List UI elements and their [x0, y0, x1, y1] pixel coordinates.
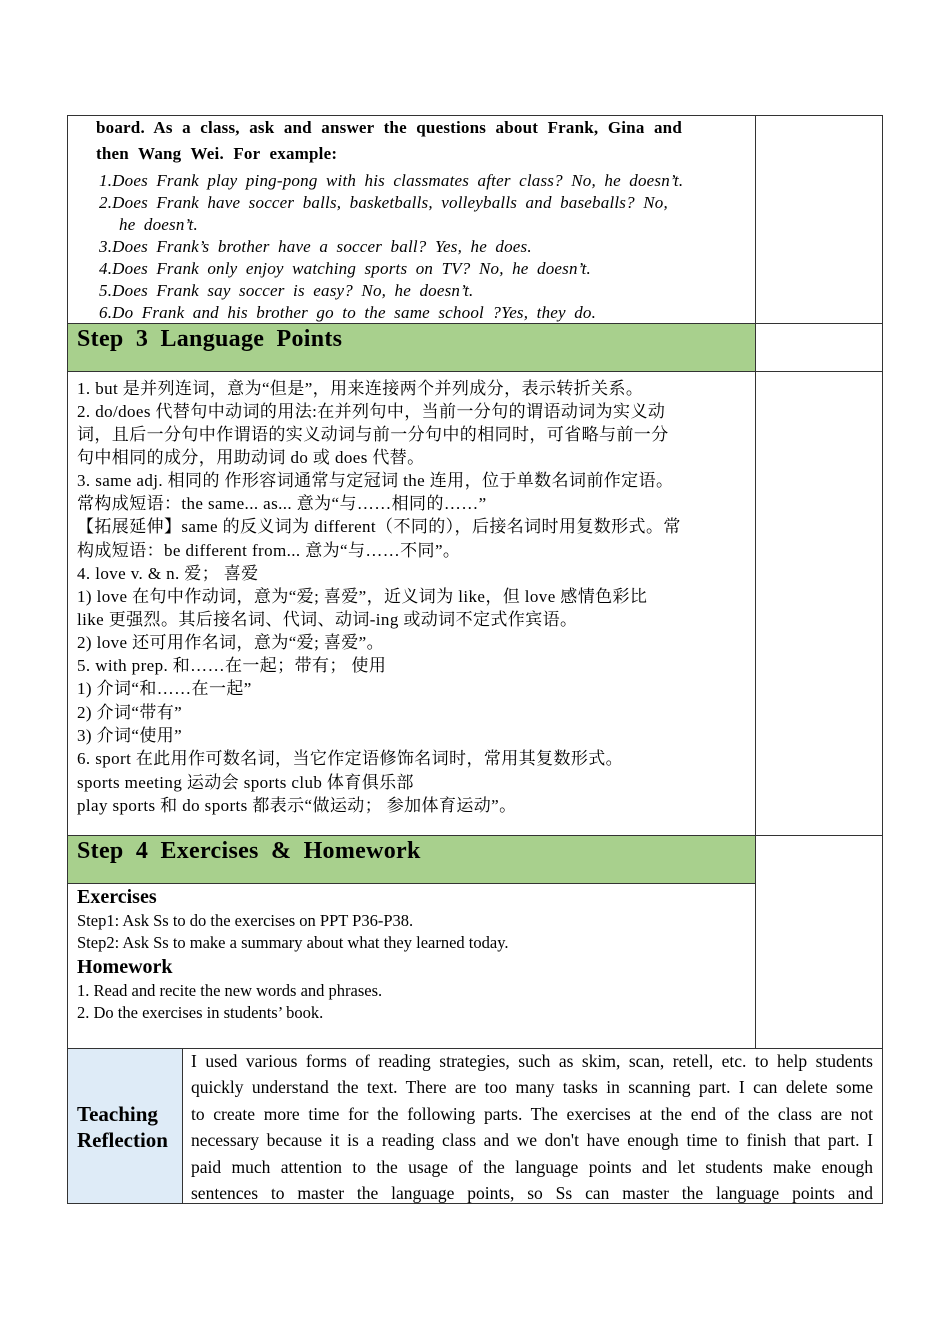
reflection-line: paid much attention to the usage of the language points and let students make enough [191, 1156, 873, 1177]
reflection-line: sentences to master the language points, so Ss can master the language points and [191, 1183, 873, 1204]
reflection-line: quickly understand the text. There are too many tasks in scanning part. I can delete some [191, 1077, 873, 1098]
lp-line: like 更强烈。其后接名词、代词、动词-ing 或动词不定式作宾语。 [77, 610, 578, 629]
table-border [67, 323, 883, 324]
lp-line: play sports 和 do sports 都表示“做运动； 参加体育运动”。 [77, 796, 517, 815]
exercise-line: Step2: Ask Ss to make a summary about what they learned today. [77, 933, 509, 952]
question-line: 6.Do Frank and his brother go to the same school ?Yes, they do. [99, 303, 597, 322]
homework-line: 1. Read and recite the new words and phrases. [77, 981, 383, 1000]
reflection-line: necessary because it is a reading class and we don't have enough time to finish that part. I [191, 1130, 873, 1151]
lp-line: 【拓展延伸】same 的反义词为 different（不同的），后接名词时用复数形式。常 [77, 517, 681, 536]
table-border [67, 835, 883, 836]
lp-line: 常构成短语：the same... as... 意为“与……相同的……” [77, 494, 487, 513]
lp-line: 6. sport 在此用作可数名词，当它作定语修饰名词时，常用其复数形式。 [77, 749, 624, 768]
lp-line: 句中相同的成分，用助动词 do 或 does 代替。 [77, 448, 425, 467]
lp-line: 构成短语：be different from... 意为“与……不同”。 [77, 541, 461, 560]
lp-line: 3) 介词“使用” [77, 726, 183, 745]
question-line: 2.Does Frank have soccer balls, basketballs, volleyballs and baseballs? No, [99, 193, 668, 212]
table-border [755, 115, 756, 1049]
reflection-line: I used various forms of reading strategies, such as skim, scan, retell, etc. to help students [191, 1051, 873, 1071]
question-line: 4.Does Frank only enjoy watching sports on TV? No, he doesn’t. [99, 259, 592, 278]
lp-line: 4. love v. & n. 爱； 喜爱 [77, 564, 259, 583]
step4-title: Step 4 Exercises & Homework [77, 838, 421, 864]
exercises-heading: Exercises [77, 886, 157, 908]
homework-line: 2. Do the exercises in students’ book. [77, 1003, 324, 1022]
intro-line: board. As a class, ask and answer the questions about Frank, Gina and [96, 118, 682, 137]
lp-line: 1) love 在句中作动词，意为“爱; 喜爱”，近义词为 like，但 love 感情色彩比 [77, 587, 648, 606]
question-line: 1.Does Frank play ping-pong with his classmates after class? No, he doesn’t. [99, 171, 684, 190]
table-border [67, 115, 68, 1204]
lp-line: 词，且后一分句中作谓语的实义动词与前一分句中的相同时，可省略与前一分 [77, 425, 669, 444]
table-border [67, 883, 755, 884]
lp-line: 1) 介词“和……在一起” [77, 679, 252, 698]
table-border [67, 115, 883, 116]
lp-line: 2) love 还可用作名词，意为“爱; 喜爱”。 [77, 633, 384, 652]
table-border [182, 1048, 183, 1204]
lp-line: 2. do/does 代替句中动词的用法:在并列句中，当前一分句的谓语动词为实义动 [77, 402, 666, 421]
question-line: 5.Does Frank say soccer is easy? No, he doesn’t. [99, 281, 474, 300]
exercise-line: Step1: Ask Ss to do the exercises on PPT P36-P38. [77, 911, 414, 930]
table-border [882, 115, 883, 1204]
lp-line: 3. same adj. 相同的 作形容词通常与定冠词 the 连用，位于单数名词前作定语。 [77, 471, 674, 490]
step3-title: Step 3 Language Points [77, 326, 343, 352]
table-border [67, 371, 883, 372]
reflection-line: to create more time for the following parts. The exercises at the end of the class are not [191, 1103, 873, 1124]
reflection-text [191, 1048, 873, 1206]
lp-line: 2) 介词“带有” [77, 703, 183, 722]
intro-line: then Wang Wei. For example: [96, 144, 338, 163]
homework-heading: Homework [77, 956, 173, 978]
lp-line: 5. with prep. 和……在一起；带有； 使用 [77, 656, 387, 675]
reflection-label: Reflection [77, 1128, 168, 1152]
question-line: he doesn’t. [119, 215, 198, 234]
question-line: 3.Does Frank’s brother have a soccer ball? Yes, he does. [99, 237, 532, 256]
reflection-label: Teaching [77, 1102, 158, 1126]
lp-line: 1. but 是并列连词，意为“但是”，用来连接两个并列成分，表示转折关系。 [77, 379, 644, 398]
lp-line: sports meeting 运动会 sports club 体育俱乐部 [77, 773, 414, 792]
